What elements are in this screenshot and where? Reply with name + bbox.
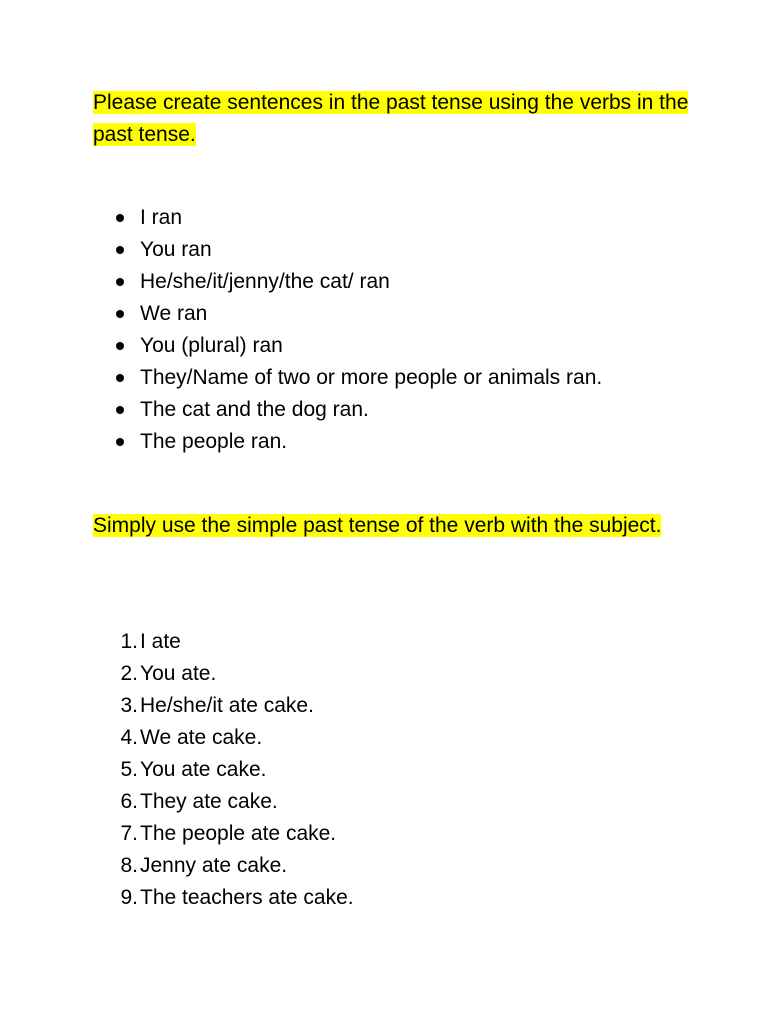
bullet-icon (116, 406, 124, 414)
list-item: 4. We ate cake. (0, 722, 354, 754)
list-number: 2. (120, 662, 138, 685)
list-item: You (plural) ran (0, 330, 602, 362)
list-number: 6. (120, 790, 138, 813)
bullet-icon (116, 438, 124, 446)
list-number: 3. (120, 694, 138, 717)
bullet-icon (116, 342, 124, 350)
bullet-icon (116, 374, 124, 382)
list-item: He/she/it/jenny/the cat/ ran (0, 266, 602, 298)
numbered-list (0, 626, 354, 914)
highlighted-instruction-1: Please create sentences in the past tense using the verbs in the past tense. (93, 91, 689, 146)
list-item: 9. The teachers ate cake. (0, 882, 354, 914)
instruction-paragraph-1 (93, 87, 693, 151)
list-item: The people ran. (0, 426, 602, 458)
list-item: 6. They ate cake. (0, 786, 354, 818)
instruction-paragraph-2 (93, 510, 693, 542)
list-item: You ran (0, 234, 602, 266)
list-number: 1. (120, 630, 138, 653)
list-number: 4. (120, 726, 138, 749)
highlighted-instruction-2: Simply use the simple past tense of the verb with the subject. (93, 514, 662, 537)
list-item: 7. The people ate cake. (0, 818, 354, 850)
list-number: 8. (120, 854, 138, 877)
list-item: 3. He/she/it ate cake. (0, 690, 354, 722)
list-number: 9. (120, 886, 138, 909)
list-item: 8. Jenny ate cake. (0, 850, 354, 882)
bullet-icon (116, 214, 124, 222)
list-item: 1. I ate (0, 626, 354, 658)
list-item: 2. You ate. (0, 658, 354, 690)
list-number: 7. (120, 822, 138, 845)
list-item: I ran (0, 202, 602, 234)
bullet-icon (116, 310, 124, 318)
list-item: We ran (0, 298, 602, 330)
list-item: They/Name of two or more people or animals ran. (0, 362, 602, 394)
bullet-list (0, 202, 602, 458)
bullet-icon (116, 246, 124, 254)
list-item: 5. You ate cake. (0, 754, 354, 786)
bullet-icon (116, 278, 124, 286)
list-item: The cat and the dog ran. (0, 394, 602, 426)
list-number: 5. (120, 758, 138, 781)
